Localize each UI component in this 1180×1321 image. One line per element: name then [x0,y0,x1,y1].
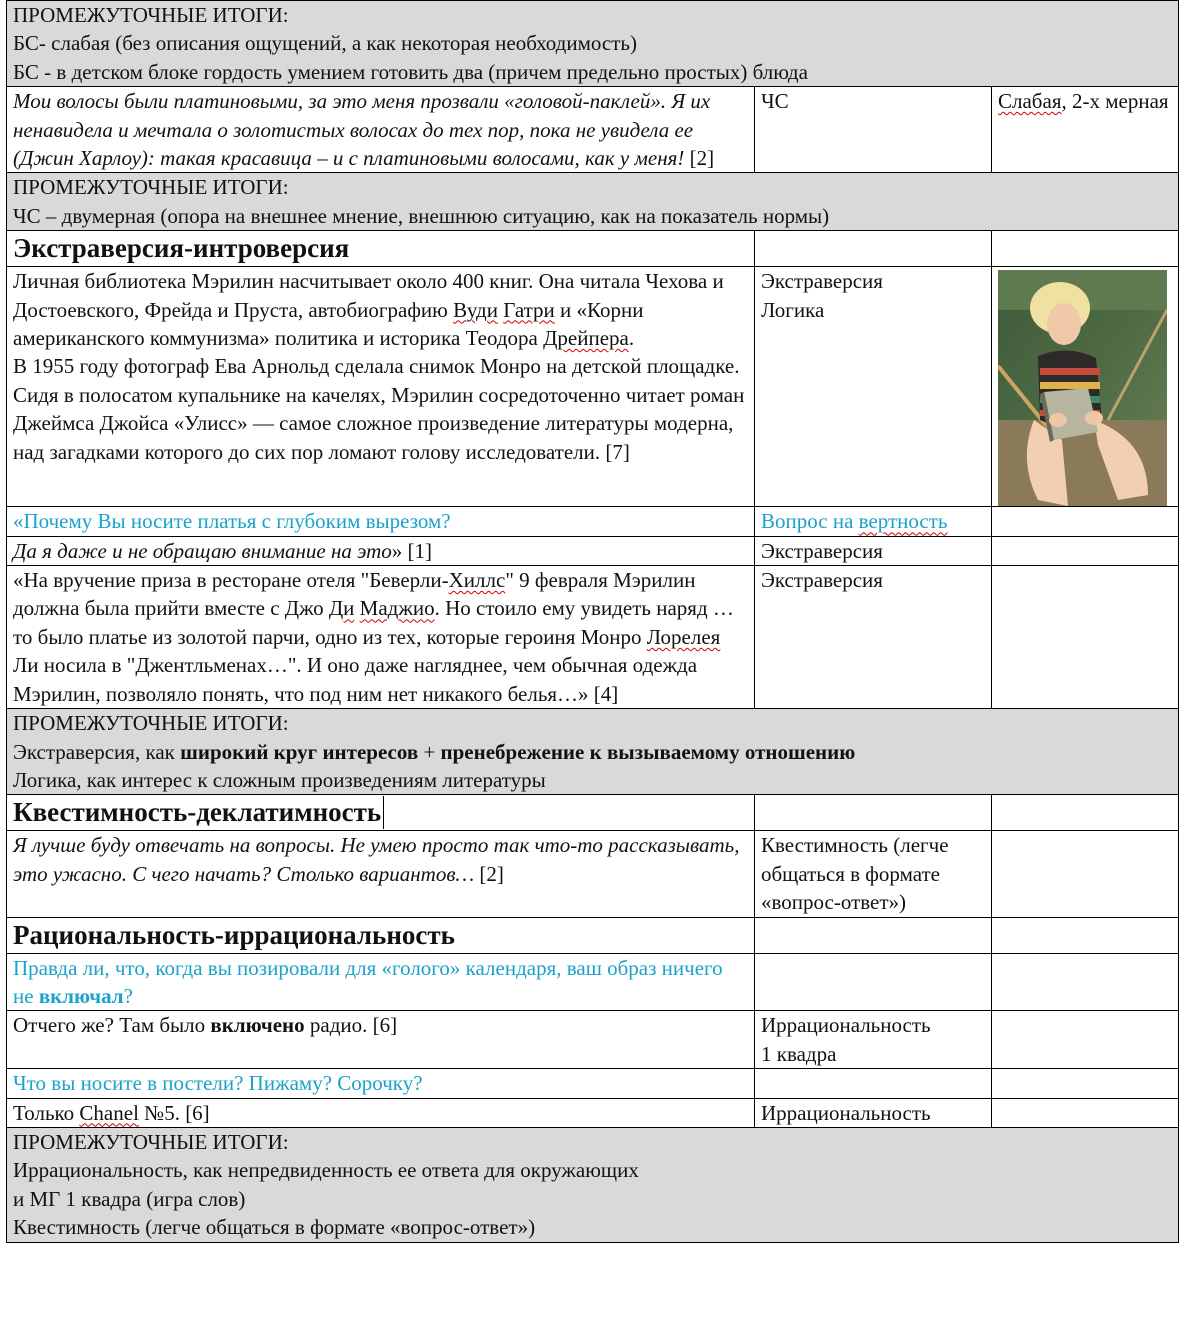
table-row [7,536,1179,565]
empty-cell [755,1069,992,1098]
answer-cell [7,1011,755,1069]
table-row [7,1098,1179,1127]
answer-text: радио. [6] [304,1013,398,1038]
answer-text: Отчего же? Там было [13,1013,211,1038]
text-run: Вуди [453,297,498,322]
aspect-label: 1 квадра [761,1041,837,1066]
empty-cell [992,507,1179,536]
summary-title: ПРОМЕЖУТОЧНЫЕ ИТОГИ: [13,711,289,736]
empty-cell [992,831,1179,917]
paragraph: В 1955 году фотограф Ева Арнольд сделала снимок Монро на детской площадке. Сидя в полосатом купальнике на качелях, Мэрилин сосредоточенно читает роман Джеймса Джойса «Улисс» — самое сложное произведение литературы модерна, над загадками которого до сих пор ломают голову исследователи. [7] [13,354,745,464]
empty-cell [992,566,1179,709]
text-run: Экстраверсия, как [13,739,181,764]
aspect-cell [755,507,992,536]
photo-of-marilyn-reading-icon [998,270,1167,506]
text-run: + [418,739,441,764]
summary-line: Квестимность (легче общаться в формате «вопрос-ответ») [13,1215,536,1240]
section-heading-row [7,795,1179,831]
table-row [7,1011,1179,1069]
text-run: широкий круг интересов [180,739,419,764]
text-run: . [628,326,635,351]
text-run: . Но стоило ему увидеть наряд … то было платье из золотой парчи, одно из тех, которые героиня Монро [13,596,734,649]
question-cell [7,507,755,536]
question-label: Вопрос на [761,509,859,534]
text-run: и «Корни американского коммунизма» политика и историка Теодора [13,297,644,351]
answer-text: включено [210,1013,305,1038]
text-run: Лорелея [646,624,721,649]
section-heading: Квестимность-деклатимность [13,796,384,829]
summary-row [7,709,1179,795]
note-cell [992,87,1179,173]
summary-line: Иррациональность, как непредвиденность ее ответа для окружающих [13,1158,639,1183]
text-run: Ли носила в "Джентльменах…". И оно даже нагляднее, чем обычная одежда Мэрилин, позволяло понять, что под ним нет никакого белья…» [4] [13,653,698,706]
empty-cell [755,231,992,267]
section-heading-row [7,231,1179,267]
quote-text: Я лучше буду отвечать на вопросы. Не умею просто так что-то рассказывать, это ужасно. С чего начать? Столько вариантов… [13,833,740,886]
quote-cell [7,536,755,565]
text-run: " 9 февраля Мэрилин должна была прийти вместе с Джо [13,568,696,621]
aspect-label: Квестимность (легче общаться в формате «вопрос-ответ») [761,833,949,915]
summary-line: БС - в детском блоке гордость умением готовить два (причем предельно простых) блюда [13,59,808,84]
quote-cell [7,831,755,917]
empty-cell [992,1098,1179,1127]
table-row [7,507,1179,536]
summary-row [7,173,1179,231]
quote-cell [7,566,755,709]
empty-cell [992,536,1179,565]
section-heading-row [7,917,1179,953]
answer-cell [7,1098,755,1127]
summary-cell [7,709,1179,795]
note-word: Слабая [998,89,1062,114]
answer-text: №5. [6] [138,1100,210,1125]
summary-line: ЧС – двумерная (опора на внешнее мнение, внешнюю ситуацию, как на показатель нормы) [13,203,830,228]
text-run: Хиллс [448,568,506,593]
text-run: пренебрежение к вызываемому отношению [440,739,856,764]
text-run: Гатри [503,297,555,322]
aspect-cell [755,536,992,565]
question-text: Что вы носите в постели? Пижаму? Сорочку? [13,1071,423,1096]
aspect-label: Иррациональность [761,1013,931,1038]
reference: [2] [474,861,504,886]
summary-row [7,1127,1179,1242]
table-row [7,1069,1179,1098]
empty-cell [992,1069,1179,1098]
aspect-label: Логика [761,297,825,322]
quote-cell [7,267,755,507]
empty-cell [992,1011,1179,1069]
table-row [7,566,1179,709]
aspect-label: ЧС [761,89,789,114]
empty-cell [755,917,992,953]
paragraph [13,267,748,352]
answer-text: Только [13,1100,80,1125]
aspect-cell [755,566,992,709]
reference: » [1] [391,538,433,563]
text-run: Личная библиотека Мэрилин насчитывает около 400 книг. Она читала Чехова и Достоевского, Фрейда и Пруста, автобиографию [13,269,724,322]
section-heading: Экстраверсия-интроверсия [7,231,755,267]
empty-cell [992,953,1179,1011]
text-run: Ди [328,596,355,621]
text-run: «На вручение приза в ресторане отеля "Беверли- [13,568,449,593]
summary-cell [7,173,1179,231]
summary-line [13,738,1172,766]
summary-title: ПРОМЕЖУТОЧНЫЕ ИТОГИ: [13,1129,289,1154]
question-text: «Почему Вы носите платья с глубоким вырезом? [13,509,451,534]
empty-cell [755,795,992,831]
analysis-table [6,0,1179,1243]
summary-title: ПРОМЕЖУТОЧНЫЕ ИТОГИ: [13,3,289,27]
answer-text: Да я даже и не обращаю внимание на это [13,538,392,563]
question-cell [7,1069,755,1098]
question-text: включал [38,983,124,1008]
aspect-cell [755,1011,992,1069]
text-run: Маджио [359,596,435,621]
table-row [7,953,1179,1011]
aspect-label: Экстраверсия [761,269,883,294]
summary-line: и МГ 1 квадра (игра слов) [13,1186,246,1211]
answer-text: Chanel [79,1100,139,1125]
summary-cell [7,1127,1179,1242]
aspect-cell [755,267,992,507]
section-heading: Рациональность-иррациональность [7,917,755,953]
section-heading-cell [7,795,755,831]
empty-cell [992,231,1179,267]
table-row [7,267,1179,507]
quote-cell [7,87,755,173]
aspect-cell [755,1098,992,1127]
table-row [7,831,1179,917]
empty-cell [992,795,1179,831]
quote-text: Мои волосы были платиновыми, за это меня прозвали «головой-паклей». Я их ненавидела и мечтала о золотистых волосах до тех пор, пока не увидела ее (Джин Харлоу): такая красавица – и с платиновыми волосами, как у меня! [13,89,711,171]
aspect-cell [755,87,992,173]
note-text: , 2-х мерная [1061,89,1169,114]
aspect-label: Иррациональность [761,1100,931,1125]
summary-line: БС- слабая (без описания ощущений, а как некоторая необходимость) [13,31,637,56]
question-cell [7,953,755,1011]
photo-cell [992,267,1179,507]
summary-row [7,1,1179,87]
summary-line: Логика, как интерес к сложным произведениям литературы [13,767,546,792]
empty-cell [992,917,1179,953]
text-run: Дрейпера [543,326,629,351]
aspect-cell [755,831,992,917]
question-label: вертность [858,509,948,534]
reference: [2] [684,146,715,171]
empty-cell [755,953,992,1011]
table-row [7,87,1179,173]
question-text: ? [123,983,133,1008]
question-text: Правда ли, что, когда вы позировали для «голого» календаря, ваш образ ничего не [13,955,723,1008]
summary-cell [7,1,1179,87]
aspect-label: Экстраверсия [761,538,883,563]
aspect-label: Экстраверсия [761,568,883,593]
summary-title: ПРОМЕЖУТОЧНЫЕ ИТОГИ: [13,175,289,200]
